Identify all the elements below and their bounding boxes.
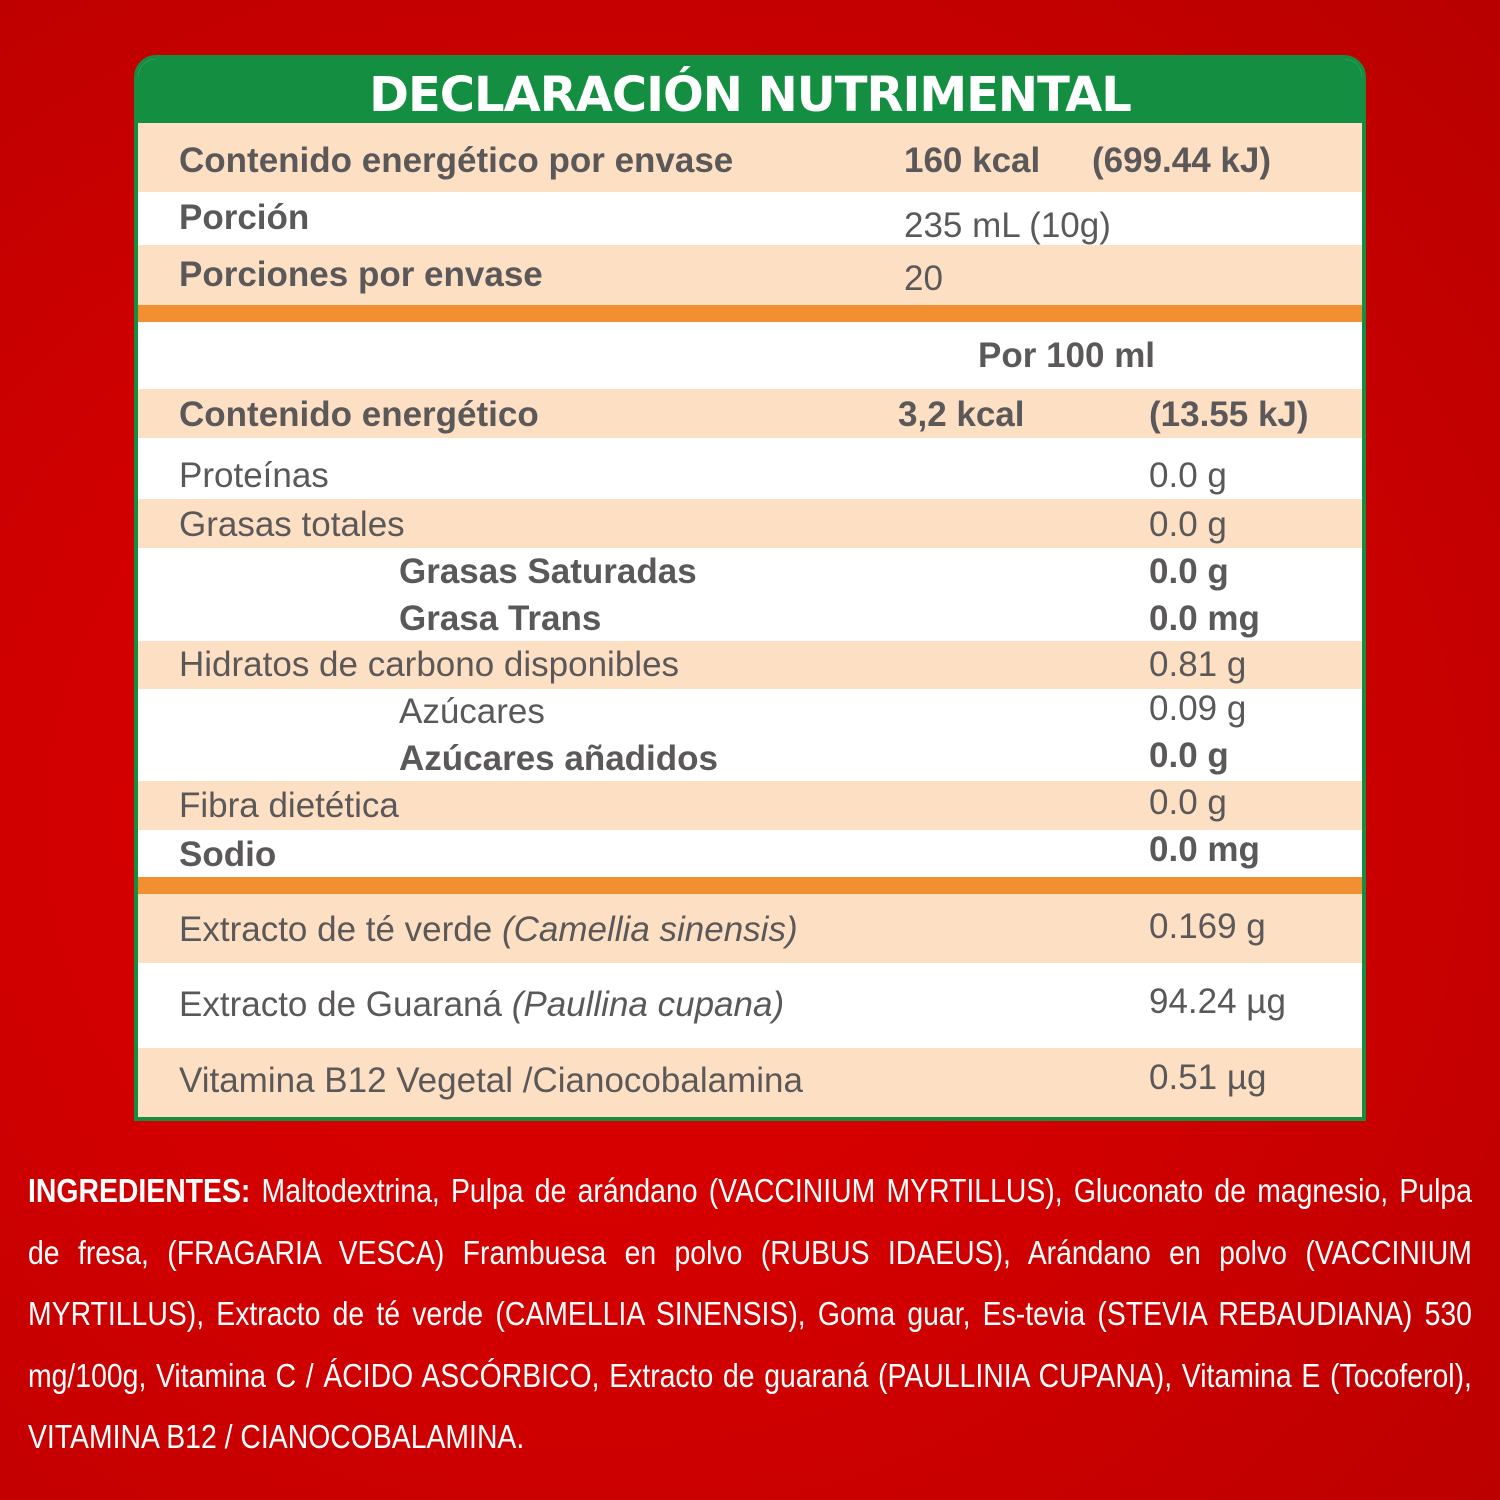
nutrient-label: Sodio (179, 835, 277, 874)
extract-value: 0.51 µg (1149, 1058, 1267, 1097)
row-kcal: 3,2 kcal (898, 395, 1025, 434)
nutrient-label: Fibra dietética (179, 786, 399, 825)
portions-per-package-row (138, 245, 1362, 305)
nutrient-row (138, 438, 1362, 499)
panel-title: DECLARACIÓN NUTRIMENTAL (138, 59, 1362, 123)
nutrient-subrows (138, 548, 1362, 641)
extract-row (138, 1048, 1362, 1121)
nutrient-row (138, 641, 1362, 689)
nutrient-label: Hidratos de carbono disponibles (179, 645, 680, 684)
extract-latin-name: (Paullina cupana) (511, 985, 785, 1024)
extract-label: Vitamina B12 Vegetal /Cianocobalamina (179, 1061, 803, 1100)
nutrient-label: Azúcares (399, 692, 545, 731)
energy-row (138, 389, 1362, 438)
nutrient-label: Grasa Trans (399, 599, 602, 638)
energy-per-package-row (138, 123, 1362, 192)
ingredients-text: Maltodextrina, Pulpa de arándano (VACCINIUM MYRTILLUS), Gluconato de magnesio, Pulpa de fresa, (FRAGARIA VESCA) Frambuesa en polvo (RUBUS IDAEUS), Arándano en polvo (VACCINIUM MYRTILLUS), Extracto de té verde (CAMELLIA SINENSIS), Goma guar, Es-tevia (STEVIA REBAUDIANA) 530 mg/100g, Vitamina C / ÁCIDO ASCÓRBICO, Extracto de guaraná (PAULLINIA CUPANA), Vitamina E (Tocoferol), VITAMINA B12 / CIANOCOBALAMINA. (28, 1172, 1472, 1455)
nutrient-value: 0.0 g (1149, 505, 1227, 544)
ingredients-heading: INGREDIENTES: (28, 1172, 251, 1209)
row-label: Porciones por envase (179, 255, 543, 294)
extract-latin-name: (Camellia sinensis) (501, 910, 798, 949)
nutrient-row (138, 499, 1362, 548)
row-kj: (699.44 kJ) (1092, 141, 1272, 180)
nutrient-value: 0.0 g (1149, 736, 1229, 775)
extract-label: Extracto de Guaraná (Paullina cupana) (179, 985, 785, 1024)
nutrient-label: Proteínas (179, 456, 329, 495)
extract-row (138, 963, 1362, 1048)
row-value: 235 mL (10g) (904, 206, 1111, 245)
nutrient-label: Azúcares añadidos (399, 739, 718, 778)
row-value: 20 (904, 259, 943, 298)
row-kcal: 160 kcal (904, 141, 1041, 180)
row-label: Contenido energético por envase (179, 141, 734, 180)
portion-row (138, 192, 1362, 245)
divider (138, 305, 1362, 322)
nutrient-value: 0.0 mg (1149, 599, 1260, 638)
nutrition-facts-panel (134, 55, 1366, 1121)
row-kj: (13.55 kJ) (1149, 395, 1309, 434)
nutrient-subrows (138, 689, 1362, 781)
extract-value: 94.24 µg (1149, 982, 1286, 1021)
ingredients-paragraph (28, 1160, 1472, 1468)
nutrient-value: 0.81 g (1149, 645, 1247, 684)
per-100ml-label: Por 100 ml (978, 336, 1156, 375)
nutrient-label: Grasas totales (179, 505, 405, 544)
nutrient-row (138, 781, 1362, 830)
nutrient-value: 0.09 g (1149, 689, 1247, 728)
per-100ml-header-row (138, 322, 1362, 389)
nutrient-value: 0.0 g (1149, 552, 1229, 591)
nutrient-value: 0.0 mg (1149, 830, 1260, 869)
nutrient-value: 0.0 g (1149, 783, 1227, 822)
divider (138, 877, 1362, 894)
nutrient-row (138, 830, 1362, 877)
nutrient-value: 0.0 g (1149, 456, 1227, 495)
nutrient-label: Grasas Saturadas (399, 552, 697, 591)
row-label: Porción (179, 198, 310, 237)
extract-label: Extracto de té verde (Camellia sinensis) (179, 910, 798, 949)
row-label: Contenido energético (179, 395, 539, 434)
extract-value: 0.169 g (1149, 907, 1266, 946)
extract-row (138, 894, 1362, 963)
